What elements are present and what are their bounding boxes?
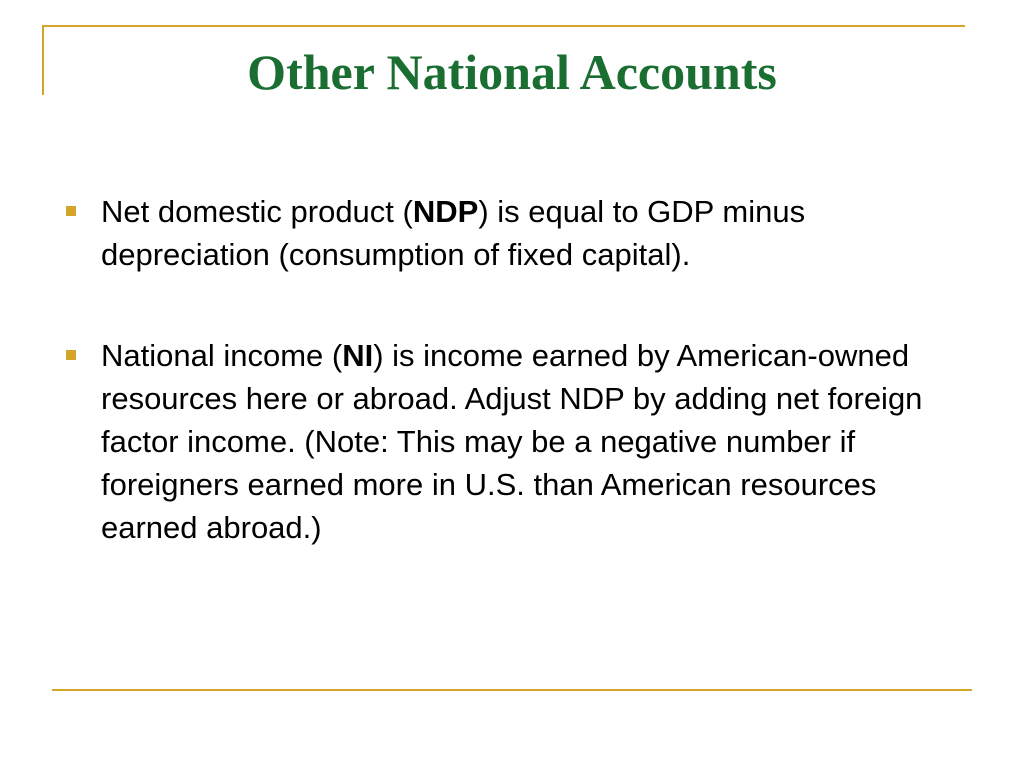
bullet-text-pre: National income ( (101, 338, 343, 373)
bottom-border-line (52, 689, 972, 691)
bullet-term-bold: NDP (412, 194, 479, 229)
bullet-text-post: ) is equal to GDP minus depreciation (consumption of fixed capital). (101, 194, 806, 272)
bullet-text (101, 194, 805, 272)
bullet-text (101, 338, 922, 545)
square-bullet-icon (66, 350, 76, 360)
bullet-item-ni (60, 334, 960, 549)
bullet-item-ndp (60, 190, 960, 276)
bullet-term-bold: NI (342, 338, 374, 373)
bullet-list (60, 190, 960, 607)
bullet-text-post: ) is income earned by American-owned resources here or abroad. Adjust NDP by adding net foreign factor income. (Note: This may be a negative number if foreigners earned more in U.S. than American resources earned abroad.) (101, 338, 923, 545)
slide-title: Other National Accounts (247, 44, 777, 100)
bullet-text-pre: Net domestic product ( (101, 194, 413, 229)
square-bullet-icon (66, 206, 76, 216)
top-border-line (42, 25, 965, 27)
